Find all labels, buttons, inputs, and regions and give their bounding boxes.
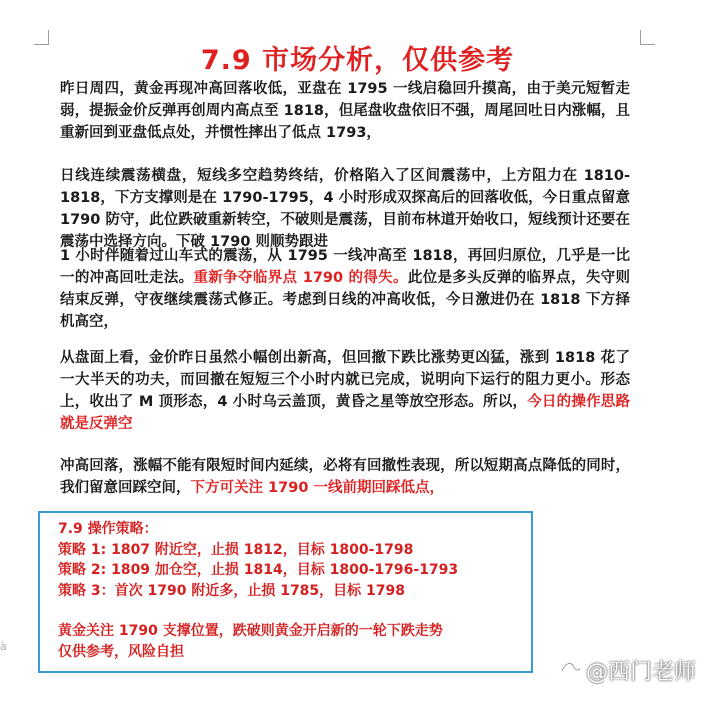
strategy-box: [38, 511, 533, 673]
paragraph-3-text-a: 1 小时伴随着过山车式的震荡，从 1795 一线冲高至 1818，再回归原位，几乎是一比一的冲高回吐走法。: [60, 248, 630, 286]
strategy-note-support: 黄金关注 1790 支撑位置，跌破则黄金开启新的一轮下跌走势: [58, 623, 443, 639]
paragraph-4: [60, 347, 630, 435]
paragraph-4-text: 从盘面上看，金价昨日虽然小幅创出新高，但回撤下跌比涨势更凶猛，涨到 1818 花了一大半天的功夫，而回撤在短短三个小时内就已完成，说明向下运行的阻力更小。形态上，收出了 M 顶形态，4 小时乌云盖顶，黄昏之星等放空形态。所以，: [60, 350, 630, 410]
strategy-2: 策略 2: 1809 加仓空，止损 1814，目标 1800-1796-1793: [58, 562, 459, 578]
strategy-note-disclaimer: 仅供参考，风险自担: [58, 643, 184, 660]
paragraph-2: 日线连续震荡横盘，短线多空趋势终结，价格陷入了区间震荡中，上方阻力在 1810-1818，下方支撑则是在 1790-1795，4 小时形成双探高后的回落收低，今日重点留意 1790 防守，此位跌破重新转空，不破则是震荡，目前布林道开始收口，短线预计还要在震荡中选择方向。下破 1790 则顺势跟进: [60, 168, 630, 250]
toutiao-logo-icon: [560, 659, 582, 682]
paragraph-3-highlight: 重新争夺临界点 1790 的得失。: [193, 270, 408, 286]
watermark: [560, 655, 696, 686]
strategy-heading: 7.9 操作策略：: [58, 521, 158, 537]
paragraph-3-text-b: 此位是多头反弹的临界点，失守则结束反弹，守夜继续震荡式修正。考虑到日线的冲高收低，今日激进仍在 1818 下方择机高空，: [60, 270, 631, 330]
paragraph-5: [60, 455, 630, 499]
page-title: 7.9 市场分析，仅供参考: [200, 45, 515, 76]
watermark-text: @西门老师: [586, 660, 697, 685]
paragraph-5-highlight: 下方可关注 1790 一线前期回踩低点，: [190, 480, 444, 496]
strategy-spacer: [58, 601, 531, 621]
paragraph-1: 昨日周四，黄金再现冲高回落收低，亚盘在 1795 一线启稳回升摸高，由于美元短暂走弱，提振金价反弹再创周内高点至 1818，但尾盘收盘依旧不强，周尾回吐日内涨幅，且重新回到亚盘低点处，并惯性摔出了低点 1793，: [60, 81, 630, 141]
side-mark: à: [0, 640, 7, 653]
paragraph-4-highlight: 今日的操作思路就是反弹空: [60, 394, 631, 432]
paragraph-5-text: 冲高回落，涨幅不能有限短时间内延续，必将有回撤性表现，所以短期高点降低的同时，我们留意回踩空间，: [60, 458, 630, 496]
strategy-1: 策略 1: 1807 附近空，止损 1812，目标 1800-1798: [58, 541, 414, 558]
paragraph-3: [60, 245, 630, 333]
strategy-3: 策略 3：首次 1790 附近多，止损 1785，目标 1798: [58, 582, 406, 599]
